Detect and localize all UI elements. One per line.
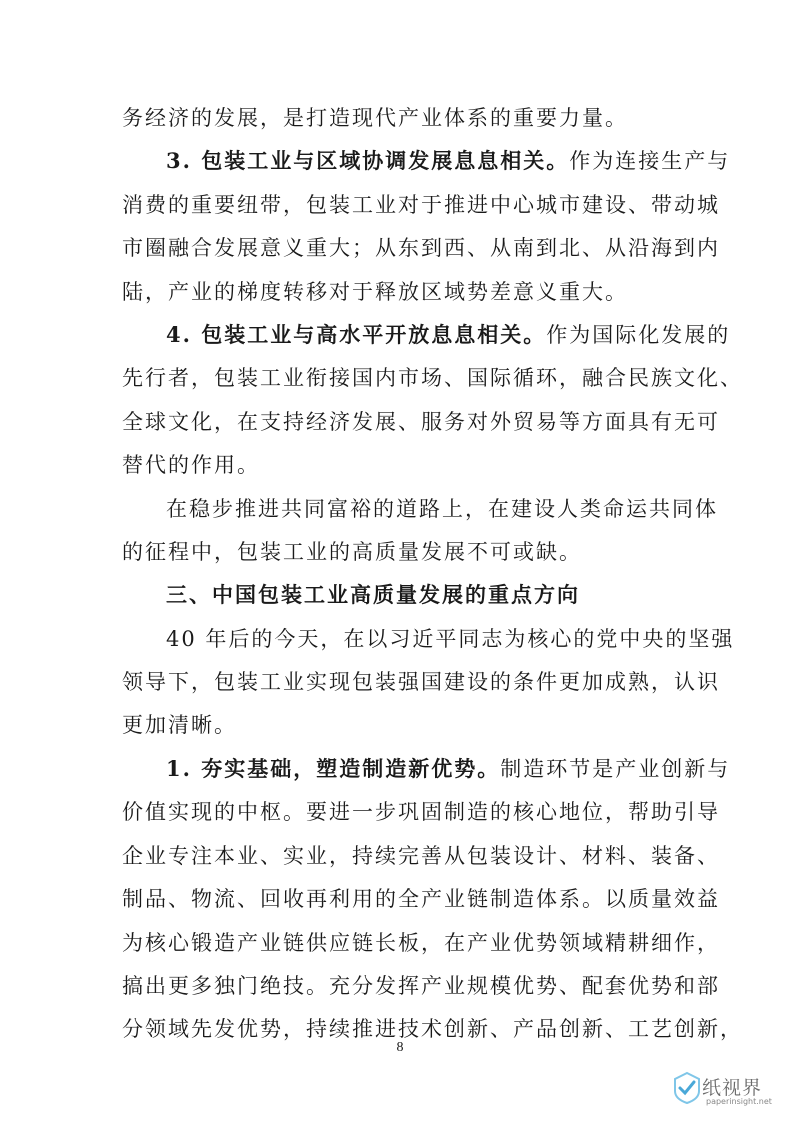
paragraph-line: 消费的重要纽带，包装工业对于推进中心城市建设、带动城	[122, 193, 720, 217]
watermark-url: paperinsight.net	[706, 1097, 772, 1106]
paragraph-line: 更加清晰。	[122, 713, 237, 737]
paragraph-line: 务经济的发展，是打造现代产业体系的重要力量。	[122, 106, 628, 130]
paragraph-line: 搞出更多独门绝技。充分发挥产业规模优势、配套优势和部	[122, 974, 720, 998]
paragraph-line: 先行者，包装工业衔接国内市场、国际循环，融合民族文化、	[122, 366, 743, 390]
subheading-text: 1. 夯实基础，塑造制造新优势。	[166, 756, 501, 781]
paragraph-line	[166, 146, 731, 176]
watermark-name: 纸视界	[702, 1077, 763, 1099]
paragraph-line: 为核心锻造产业链供应链长板，在产业优势领域精耕细作，	[122, 931, 720, 955]
paragraph-line: 陆，产业的梯度转移对于释放区域势差意义重大。	[122, 280, 628, 304]
paragraph-line: 在稳步推进共同富裕的道路上，在建设人类命运共同体	[166, 497, 718, 521]
paragraph-line: 40 年后的今天，在以习近平同志为核心的党中央的坚强	[166, 627, 735, 651]
paragraph-line: 企业专注本业、实业，持续完善从包装设计、材料、装备、	[122, 844, 720, 868]
paragraph-line: 的征程中，包装工业的高质量发展不可或缺。	[122, 540, 582, 564]
paragraph-line: 分领域先发优势，持续推进技术创新、产品创新、工艺创新，	[122, 1017, 743, 1041]
paragraph-line: 全球文化，在支持经济发展、服务对外贸易等方面具有无可	[122, 410, 720, 434]
body-text: 制造环节是产业创新与	[500, 757, 731, 781]
watermark	[668, 1069, 778, 1111]
paragraph-line: 价值实现的中枢。要进一步巩固制造的核心地位，帮助引导	[122, 800, 720, 824]
subheading-text: 3. 包装工业与区域协调发展息息相关。	[166, 148, 570, 173]
paragraph-line: 市圈融合发展意义重大；从东到西、从南到北、从沿海到内	[122, 236, 720, 260]
subheading-text: 4. 包装工业与高水平开放息息相关。	[166, 322, 547, 347]
section-heading: 三、中国包装工业高质量发展的重点方向	[166, 582, 580, 607]
paragraph-line: 替代的作用。	[122, 453, 260, 477]
paragraph-line	[166, 320, 731, 350]
body-text: 作为连接生产与	[569, 149, 731, 173]
paragraph-line: 领导下，包装工业实现包装强国建设的条件更加成熟，认识	[122, 670, 720, 694]
page-number: 8	[396, 1040, 404, 1055]
paragraph-line	[166, 754, 731, 784]
body-text: 作为国际化发展的	[546, 323, 731, 347]
watermark-logo-icon	[672, 1071, 702, 1105]
paragraph-line: 制品、物流、回收再利用的全产业链制造体系。以质量效益	[122, 887, 720, 911]
